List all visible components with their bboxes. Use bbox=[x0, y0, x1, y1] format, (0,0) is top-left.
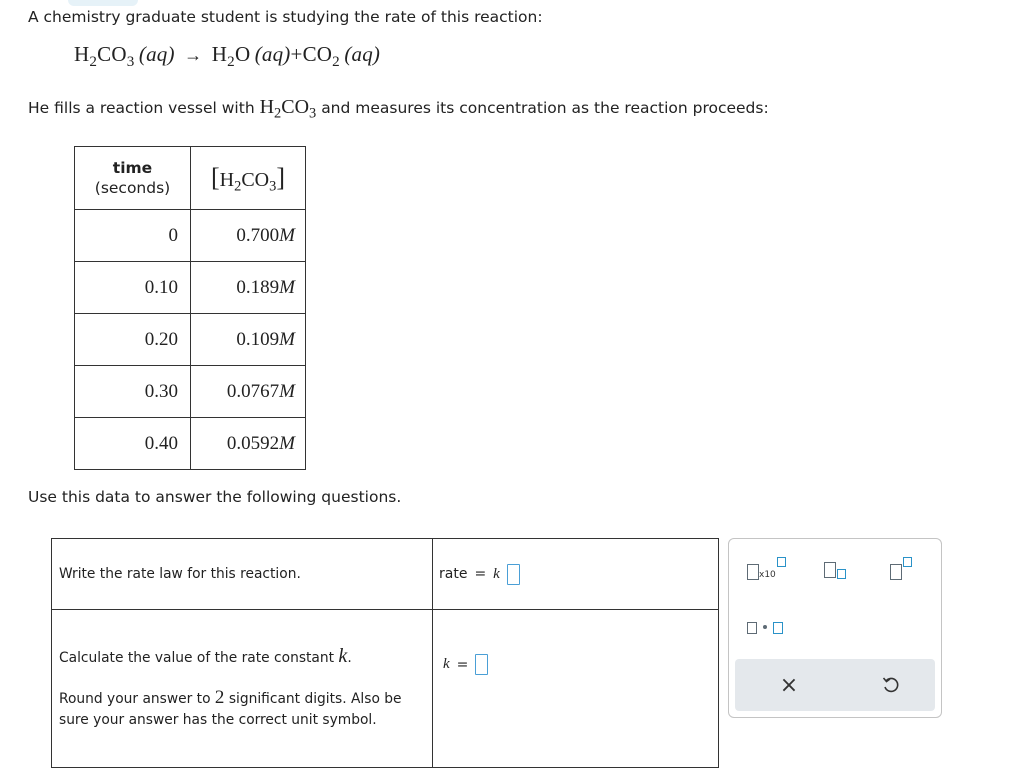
time-cell: 0.30 bbox=[75, 366, 191, 418]
math-palette bbox=[728, 538, 942, 718]
k-symbol: k bbox=[443, 656, 450, 672]
table-row bbox=[75, 314, 306, 366]
undo-icon bbox=[881, 675, 901, 695]
question-table bbox=[51, 538, 719, 768]
table-row bbox=[75, 210, 306, 262]
answer-rate-law bbox=[433, 539, 719, 610]
concentration-cell: 0.700M bbox=[191, 210, 306, 262]
time-header: time (seconds) bbox=[75, 147, 191, 210]
intro-text: A chemistry graduate student is studying the rate of this reaction: bbox=[28, 8, 543, 26]
multiply-dot-button[interactable] bbox=[743, 617, 791, 643]
concentration-cell: 0.109M bbox=[191, 314, 306, 366]
clear-icon: × bbox=[779, 672, 799, 698]
chem-formula: $H_2CO_3$ bbox=[259, 96, 317, 122]
top-tab-indicator bbox=[68, 0, 138, 6]
exponent-button[interactable] bbox=[887, 555, 921, 585]
equals-sign: = bbox=[456, 656, 469, 673]
concentration-cell: 0.0767M bbox=[191, 366, 306, 418]
times-ten-button[interactable]: x10 bbox=[743, 555, 791, 585]
answer-rate-constant bbox=[433, 610, 719, 768]
table-row bbox=[75, 366, 306, 418]
clear-button[interactable] bbox=[759, 667, 819, 703]
procedure-text: He fills a reaction vessel with $H_2CO_3$ and measures its concentration as the reaction proceeds: bbox=[28, 96, 769, 122]
product-co2: $CO_2$ (aq) bbox=[302, 42, 381, 70]
reactant: $H_2CO_3$ (aq) bbox=[74, 42, 175, 70]
undo-button[interactable] bbox=[861, 667, 921, 703]
time-cell: 0 bbox=[75, 210, 191, 262]
rate-constant-input[interactable] bbox=[475, 654, 488, 675]
time-cell: 0.10 bbox=[75, 262, 191, 314]
question-row-rate-law bbox=[52, 539, 719, 610]
concentration-table bbox=[74, 146, 306, 470]
table-row bbox=[75, 262, 306, 314]
question-rate-law: Write the rate law for this reaction. bbox=[52, 539, 433, 610]
concentration-header: $[H_2CO_3]$ bbox=[191, 147, 306, 210]
question-row-rate-constant bbox=[52, 610, 719, 768]
subscript-button[interactable] bbox=[821, 555, 855, 585]
equals-sign: = bbox=[474, 566, 487, 582]
time-cell: 0.20 bbox=[75, 314, 191, 366]
rate-law-input[interactable] bbox=[507, 564, 520, 585]
instruction-text: Use this data to answer the following questions. bbox=[28, 488, 402, 506]
concentration-cell: 0.0592M bbox=[191, 418, 306, 470]
palette-action-bar bbox=[735, 659, 935, 711]
table-row bbox=[75, 418, 306, 470]
plus-sign: + bbox=[290, 42, 303, 66]
product-water: $H_2O$ (aq) bbox=[211, 42, 291, 70]
rate-label: rate bbox=[439, 566, 468, 582]
k-symbol: k bbox=[493, 565, 500, 582]
concentration-cell: 0.189M bbox=[191, 262, 306, 314]
reaction-arrow: → bbox=[184, 45, 203, 65]
time-cell: 0.40 bbox=[75, 418, 191, 470]
question-rate-constant: Calculate the value of the rate constant k. Round your answer to 2 significant digits. Also be sure your answer has the correct unit symbol. bbox=[52, 610, 433, 768]
reaction-equation bbox=[74, 42, 381, 70]
